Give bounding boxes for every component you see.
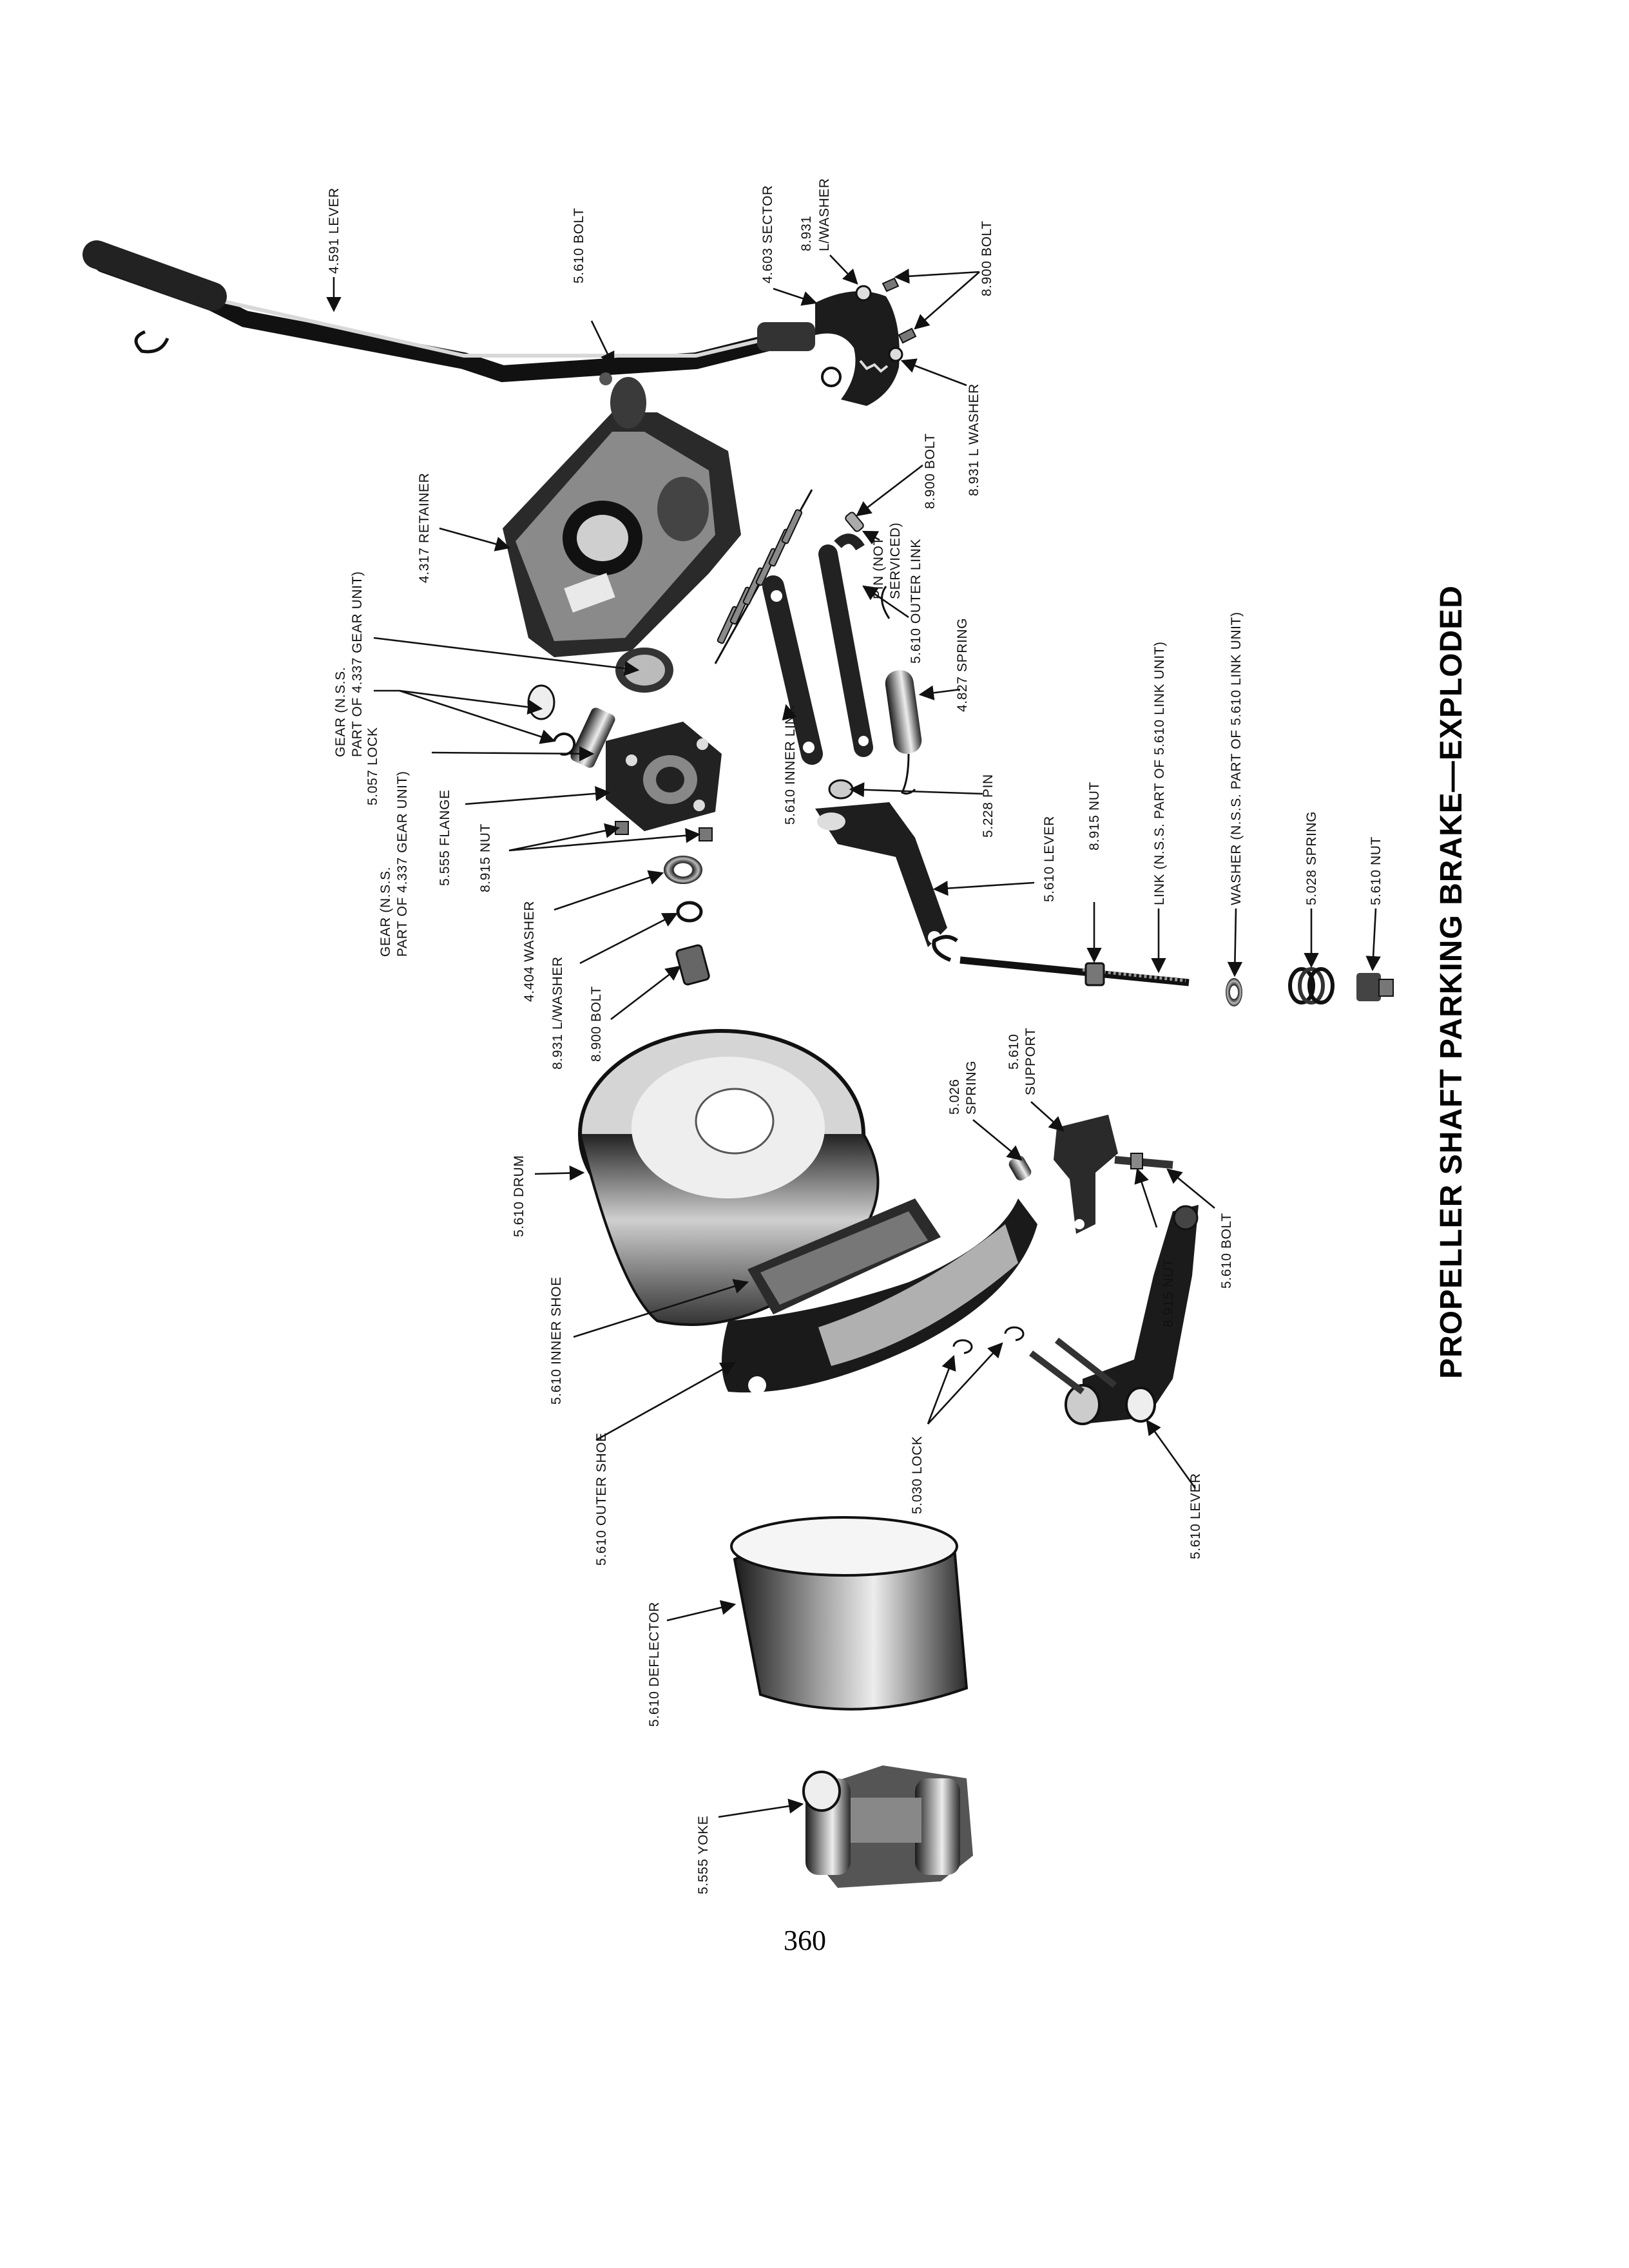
label-pin-5228: 5.228 PIN <box>981 774 996 838</box>
label-pin-not-serviced-2: SERVICED) <box>888 522 903 599</box>
washer-part <box>664 856 702 884</box>
gear-shaft-part <box>528 686 617 769</box>
label-gear-unit-2: PART OF 4.337 GEAR UNIT) <box>350 571 365 757</box>
label-spring-5026-1: 5.026 <box>947 1079 962 1115</box>
label-link-nss: LINK (N.S.S. PART OF 5.610 LINK UNIT) <box>1152 641 1167 905</box>
label-gear-flange-1: GEAR (N.S.S. <box>378 866 393 957</box>
label-lwasher-8931-a1: 8.931 <box>799 215 814 251</box>
support-part <box>1054 1115 1118 1234</box>
sector-part <box>815 291 900 406</box>
outer-link-part <box>828 539 869 747</box>
label-flange-5555: 5.555 FLANGE <box>438 789 452 886</box>
label-lwasher-8931-c: 8.931 L/WASHER <box>550 956 565 1070</box>
pin-small-part <box>844 511 865 532</box>
lock-washer-part <box>678 903 701 921</box>
flange-part <box>606 722 722 831</box>
link-washer-part <box>1226 978 1242 1006</box>
label-nut-8915-low: 8.915 NUT <box>1161 1258 1176 1327</box>
yoke-part <box>804 1765 973 1888</box>
label-pin-not-serviced-1: PIN (NOT <box>871 537 886 599</box>
label-inner-link-5610: 5.610 INNER LINK <box>783 705 798 825</box>
label-drum-5610: 5.610 DRUM <box>512 1155 526 1237</box>
label-washer-4404: 4.404 WASHER <box>522 901 537 1002</box>
label-bolt-5610-top: 5.610 BOLT <box>572 207 586 284</box>
pin-part <box>829 780 853 798</box>
label-bolt-8900-top: 8.900 BOLT <box>979 220 994 296</box>
label-spring-5028: 5.028 SPRING <box>1304 811 1319 905</box>
label-gear-flange-2: PART OF 4.337 GEAR UNIT) <box>395 771 410 957</box>
support-bolt-part <box>1115 1153 1173 1169</box>
label-nut-5610: 5.610 NUT <box>1369 836 1383 905</box>
locks-part <box>954 1327 1023 1353</box>
label-lever-4591: 4.591 LEVER <box>327 187 342 274</box>
label-lwasher-8931-a2: L/WASHER <box>817 178 832 251</box>
label-lwasher-8931-b: 8.931 L WASHER <box>967 383 981 496</box>
label-lock-5030: 5.030 LOCK <box>910 1436 925 1514</box>
label-retainer-4317: 4.317 RETAINER <box>417 472 432 583</box>
hex-bolt-part <box>676 945 710 985</box>
label-washer-nss: WASHER (N.S.S. PART OF 5.610 LINK UNIT) <box>1229 611 1244 905</box>
deflector-part <box>731 1517 967 1709</box>
hand-lever-part <box>97 255 815 374</box>
label-support-5610-1: 5.610 <box>1007 1033 1021 1070</box>
label-lever-5610-low: 5.610 LEVER <box>1188 1473 1203 1559</box>
gear-part <box>615 648 673 693</box>
label-bolt-5610-low: 5.610 BOLT <box>1219 1213 1234 1289</box>
page-number: 360 <box>784 1925 826 1956</box>
label-lever-5610-mid: 5.610 LEVER <box>1042 816 1057 902</box>
label-nut-8915-left: 8.915 NUT <box>478 823 493 892</box>
label-bolt-8900-mid: 8.900 BOLT <box>923 433 938 509</box>
lock-ring-part <box>554 734 574 754</box>
label-yoke-5555: 5.555 YOKE <box>696 1815 711 1894</box>
label-spring-4827: 4.827 SPRING <box>955 617 970 712</box>
retainer-part <box>503 372 741 657</box>
label-lock-5057: 5.057 LOCK <box>365 727 380 805</box>
middle-lever-part <box>815 802 947 947</box>
label-gear-unit-1: GEAR (N.S.S. <box>333 666 348 757</box>
label-sector-4603: 4.603 SECTOR <box>760 185 775 284</box>
page-title: PROPELLER SHAFT PARKING BRAKE—EXPLODED <box>1434 585 1469 1379</box>
label-nut-8915-mid: 8.915 NUT <box>1087 782 1102 850</box>
label-deflector-5610: 5.610 DEFLECTOR <box>647 1601 662 1727</box>
label-support-5610-2: SUPPORT <box>1023 1027 1038 1095</box>
label-outer-shoe-5610: 5.610 OUTER SHOE <box>594 1432 609 1566</box>
link-rod-part <box>934 937 1189 985</box>
label-outer-link-5610: 5.610 OUTER LINK <box>909 538 923 664</box>
coil-spring-part <box>1290 969 1333 1003</box>
label-spring-5026-2: SPRING <box>964 1060 979 1115</box>
link-nut-part <box>1356 973 1393 1001</box>
label-bolt-8900-low: 8.900 BOLT <box>589 986 604 1062</box>
label-inner-shoe-5610: 5.610 INNER SHOE <box>549 1276 564 1405</box>
